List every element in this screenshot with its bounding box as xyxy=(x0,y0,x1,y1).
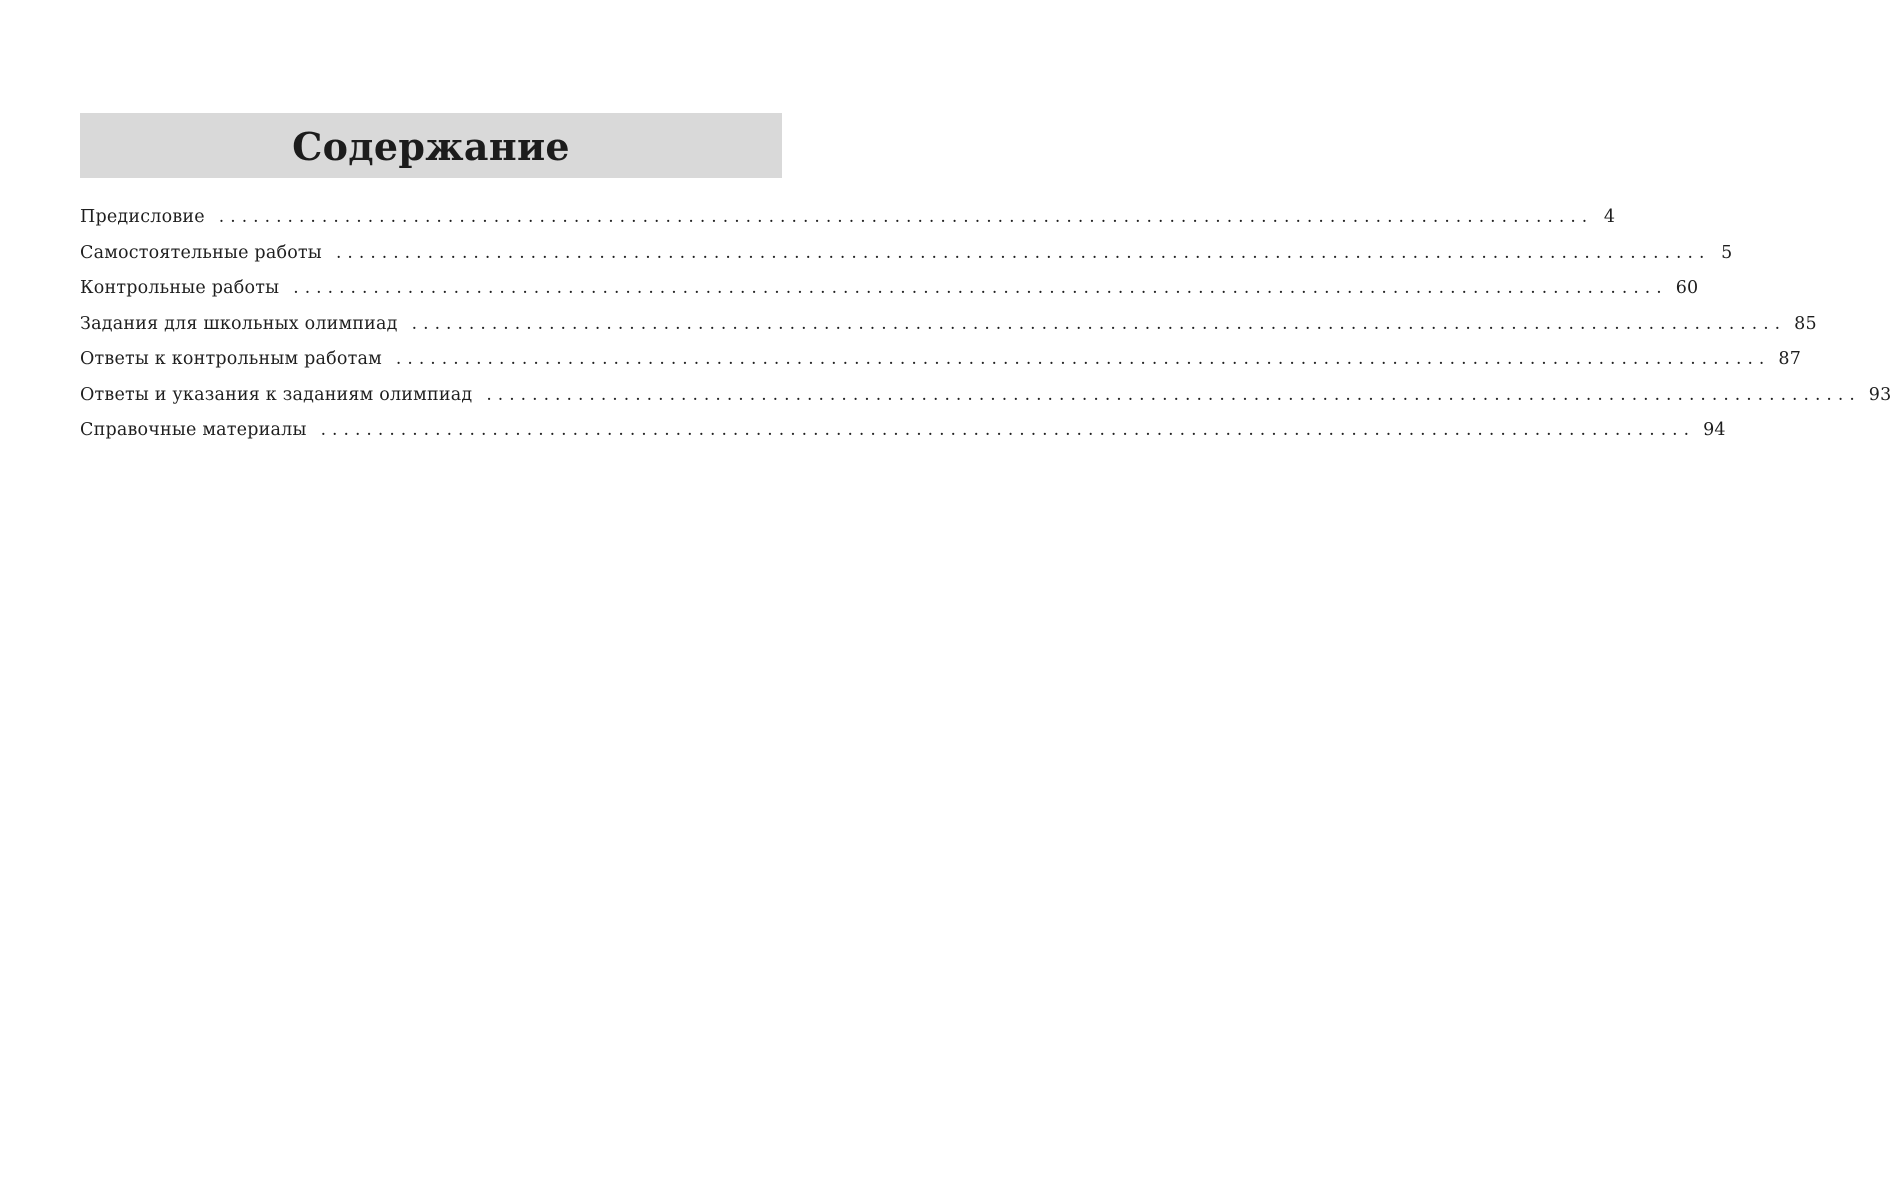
toc-entry[interactable] xyxy=(80,307,1817,343)
toc-entry-title: Ответы и указания к заданиям олимпиад xyxy=(80,384,473,405)
toc-dot-leader: ........................................................................................................................ xyxy=(293,278,1668,298)
toc-dot-leader: ........................................................................................................................ xyxy=(218,207,1594,227)
toc-entry[interactable] xyxy=(80,236,1733,272)
toc-entry[interactable] xyxy=(80,271,1699,307)
toc-entry-title: Задания для школьных олимпиад xyxy=(80,313,398,334)
toc-dot-leader: ........................................................................................................................ xyxy=(335,242,1711,263)
toc-entry-page: 85 xyxy=(1794,313,1817,334)
toc-dot-leader: ........................................................................................................................ xyxy=(320,420,1696,440)
toc-entry[interactable] xyxy=(80,378,1891,414)
toc-dot-leader: ........................................................................................................................ xyxy=(411,313,1787,334)
toc-entry-title: Справочные материалы xyxy=(80,420,307,440)
toc-entry-page: 4 xyxy=(1603,207,1616,227)
toc-entry-page: 87 xyxy=(1778,349,1802,369)
toc-dot-leader: ........................................................................................................................ xyxy=(486,384,1861,405)
toc-entry-title: Предисловие xyxy=(80,207,205,227)
toc-entry-title: Ответы к контрольным работам xyxy=(80,349,382,369)
page-title: Содержание xyxy=(292,123,570,169)
toc-entry-page: 93 xyxy=(1868,384,1891,405)
toc-entry-page: 5 xyxy=(1721,242,1733,263)
toc-entry[interactable] xyxy=(80,200,1616,236)
toc-entry[interactable] xyxy=(80,342,1802,378)
toc-dot-leader: ........................................................................................................................ xyxy=(395,349,1771,369)
toc-entry[interactable] xyxy=(80,413,1726,449)
table-of-contents xyxy=(80,200,1891,449)
toc-entry-title: Самостоятельные работы xyxy=(80,242,322,263)
heading-band xyxy=(80,113,782,178)
toc-entry-page: 60 xyxy=(1675,278,1699,298)
toc-entry-page: 94 xyxy=(1703,420,1726,440)
toc-entry-title: Контрольные работы xyxy=(80,278,280,298)
